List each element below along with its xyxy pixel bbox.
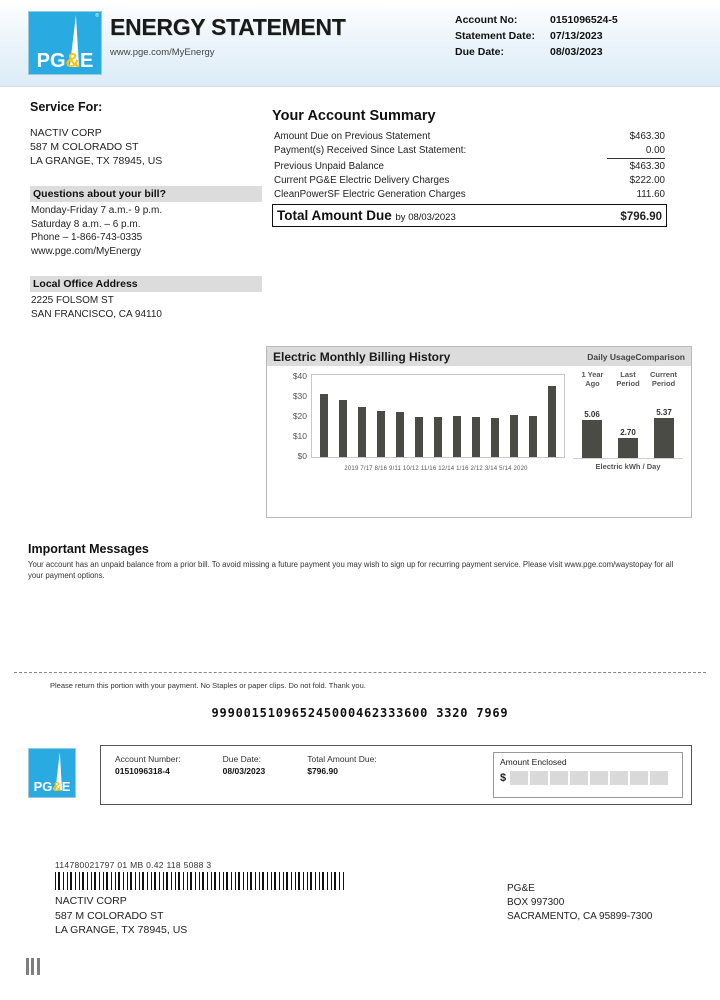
billing-bar (320, 394, 328, 457)
payment-stub (100, 745, 692, 805)
daily-usage-comparison-chart (573, 370, 683, 471)
y-tick: $10 (292, 431, 307, 441)
y-tick: $40 (292, 371, 307, 381)
y-tick: $30 (292, 391, 307, 401)
summary-row (272, 159, 667, 173)
amount-digit-cell[interactable] (530, 771, 548, 785)
page-title: ENERGY STATEMENT (110, 14, 346, 40)
due-date-row (455, 46, 618, 58)
stub-total-due-value: $796.90 (307, 766, 338, 776)
statement-date-row (455, 30, 618, 42)
usage-bar-group (615, 428, 641, 458)
left-column (30, 100, 262, 321)
billing-bar (548, 386, 556, 457)
amount-digit-cell[interactable] (610, 771, 628, 785)
registered-mark-icon: ® (95, 13, 99, 19)
logo-wordmark: PG&E (33, 779, 71, 794)
statement-header (0, 0, 720, 87)
summary-row-label: Amount Due on Previous Statement (274, 130, 431, 142)
usage-bar-value: 2.70 (620, 427, 636, 437)
summary-row-label: CleanPowerSF Electric Generation Charges (274, 188, 466, 200)
local-office-line-1: 2225 FOLSOM ST (31, 295, 114, 306)
usage-header-current (646, 370, 681, 388)
dollar-sign: $ (500, 772, 507, 784)
amount-digit-cell[interactable] (570, 771, 588, 785)
usage-bar-group (579, 410, 605, 458)
questions-line-4[interactable]: www.pge.com/MyEnergy (31, 245, 142, 257)
account-no-label: Account No: (455, 14, 518, 26)
chart-body (267, 366, 691, 516)
summary-row (272, 143, 667, 159)
service-address-line-3: LA GRANGE, TX 78945, US (30, 155, 163, 167)
amount-digit-cell[interactable] (590, 771, 608, 785)
stub-account-number (115, 754, 181, 776)
remit-to-line-2: BOX 997300 (507, 897, 565, 908)
questions-heading: Questions about your bill? (30, 186, 262, 202)
usage-header-1yr (575, 370, 610, 388)
account-summary (272, 108, 667, 227)
billing-bar (434, 417, 442, 457)
y-tick: $0 (297, 451, 307, 461)
amount-digit-cell[interactable] (510, 771, 528, 785)
usage-header-1yr-line1: 1 Year (581, 370, 604, 379)
remit-to-block (507, 882, 652, 924)
summary-row-label: Current PG&E Electric Delivery Charges (274, 174, 450, 186)
statement-date-value: 07/13/2023 (550, 30, 603, 42)
usage-bar (618, 438, 638, 458)
usage-header-current-line2: Period (651, 379, 676, 388)
logo-wordmark: PG&E (36, 50, 94, 72)
mail-addressee-line-1: NACTIV CORP (55, 895, 127, 907)
account-summary-title: Your Account Summary (272, 108, 436, 124)
important-messages (28, 542, 688, 581)
summary-row-amount: $222.00 (629, 174, 665, 186)
stub-account-number-value: 0151096318-4 (115, 766, 170, 776)
summary-row-amount: 111.60 (636, 188, 665, 200)
due-date-value: 08/03/2023 (550, 46, 603, 58)
stub-due-date-label: Due Date: (222, 754, 261, 764)
usage-header-1yr-line2: Ago (585, 379, 600, 388)
summary-row-label: Previous Unpaid Balance (274, 160, 385, 172)
amount-enclosed-field[interactable] (493, 752, 683, 798)
account-no-row (455, 14, 618, 26)
stub-due-date-value: 08/03/2023 (222, 766, 266, 776)
pge-logo-stub (28, 748, 76, 798)
questions-body (30, 204, 262, 258)
service-address-line-2: 587 M COLORADO ST (30, 141, 139, 153)
usage-axis-label: Electric kWh / Day (595, 462, 661, 471)
header-url[interactable]: www.pge.com/MyEnergy (110, 47, 215, 58)
billing-bar (358, 407, 366, 457)
usage-header-last-line2: Period (616, 379, 640, 388)
summary-row (272, 173, 667, 187)
amount-enclosed-label: Amount Enclosed (500, 757, 567, 767)
remit-to-line-1: PG&E (507, 883, 535, 894)
amount-digit-cell[interactable] (550, 771, 568, 785)
total-amount-due-box (272, 204, 667, 227)
mail-addressee (55, 894, 345, 938)
usage-comparison-title: Daily UsageComparison (587, 351, 685, 362)
usage-bar (582, 420, 602, 458)
pge-logo (28, 11, 102, 75)
important-messages-heading: Important Messages (28, 542, 149, 556)
local-office-heading: Local Office Address (30, 276, 262, 292)
local-office-body (30, 294, 262, 321)
billing-bar (529, 416, 537, 457)
amount-enclosed-boxes[interactable] (500, 771, 676, 785)
questions-line-3: Phone – 1-866-743-0335 (31, 232, 143, 243)
title-block (110, 14, 345, 58)
summary-row-amount: 0.00 (607, 144, 665, 159)
total-due-by: by 08/03/2023 (395, 212, 456, 223)
billing-bar (339, 400, 347, 457)
mail-addressee-line-2: 587 M COLORADO ST (55, 909, 164, 922)
total-amount-due-value: $796.90 (620, 211, 662, 223)
y-tick: $20 (292, 411, 307, 421)
billing-bar (510, 415, 518, 457)
service-address-line-1: NACTIV CORP (30, 127, 102, 139)
total-label-text: Total Amount Due (277, 208, 392, 223)
usage-header-last-line1: Last (620, 370, 636, 379)
billing-history-panel (266, 346, 692, 518)
micr-line: 999001510965245000462333600 3320 7969 (211, 706, 509, 720)
usage-bar (654, 418, 674, 458)
questions-line-1: Monday-Friday 7 a.m.- 9 p.m. (31, 205, 163, 216)
billing-bar (491, 418, 499, 457)
important-messages-body: Your account has an unpaid balance from a prior bill. To avoid missing a future payment you may wish to sign up for recurring payment service. Please visit www.pge.com/waystopay for all your payment options. (28, 560, 674, 580)
service-address (30, 126, 262, 168)
summary-row-amount: $463.30 (629, 130, 665, 142)
statement-date-label: Statement Date: (455, 30, 535, 42)
remit-to-line-3: SACRAMENTO, CA 95899-7300 (507, 911, 653, 922)
usage-bar-value: 5.37 (656, 408, 672, 418)
amount-digit-cell[interactable] (650, 771, 668, 785)
usage-header-current-line1: Current (649, 370, 678, 379)
x-axis-labels: 2019 7/17 8/16 9/11 10/12 11/16 12/14 1/16 2/12 3/14 5/14 2020 (344, 466, 528, 472)
postal-barcode-icon (55, 872, 345, 890)
stub-account-number-label: Account Number: (115, 754, 181, 764)
tear-line (14, 672, 706, 673)
total-amount-due-label (277, 208, 456, 223)
monthly-billing-bar-chart (275, 371, 565, 484)
y-axis (275, 371, 309, 461)
usage-column-headers (573, 370, 683, 388)
chart-panel-header (267, 347, 691, 366)
service-for-heading: Service For: (30, 100, 103, 114)
mail-addressee-line-3: LA GRANGE, TX 78945, US (55, 924, 188, 936)
usage-bars-area (573, 390, 683, 459)
summary-row-label: Payment(s) Received Since Last Statement: (274, 144, 467, 156)
questions-line-2: Saturday 8 a.m. – 6 p.m. (31, 218, 141, 230)
billing-bar (415, 417, 423, 457)
due-date-label: Due Date: (455, 46, 505, 58)
local-office-line-2: SAN FRANCISCO, CA 94110 (31, 308, 162, 320)
account-meta (455, 14, 618, 62)
stub-due-date (223, 754, 266, 776)
summary-row (272, 129, 667, 143)
mail-code-line: 114780021797 01 MB 0.42 118 5088 3 (55, 860, 212, 870)
usage-header-last (611, 370, 646, 388)
mailing-block (55, 860, 345, 938)
bar-plot-area (311, 374, 565, 458)
billing-bar (453, 416, 461, 457)
summary-row-amount: $463.30 (629, 160, 665, 172)
stub-fields (115, 754, 377, 776)
billing-bar (396, 412, 404, 457)
qr-code-icon (26, 958, 43, 975)
account-no-value: 0151096524-5 (550, 14, 618, 26)
amount-digit-cell[interactable] (630, 771, 648, 785)
summary-row (272, 187, 667, 201)
chart-title: Electric Monthly Billing History (273, 349, 451, 364)
usage-bar-group (651, 408, 677, 458)
tear-note: Please return this portion with your payment. No Staples or paper clips. Do not fold. Thank you. (50, 681, 366, 690)
billing-bar (472, 417, 480, 457)
billing-bar (377, 411, 385, 457)
stub-total-due (307, 754, 376, 776)
usage-bar-value: 5.06 (584, 410, 600, 420)
stub-total-due-label: Total Amount Due: (307, 754, 377, 764)
